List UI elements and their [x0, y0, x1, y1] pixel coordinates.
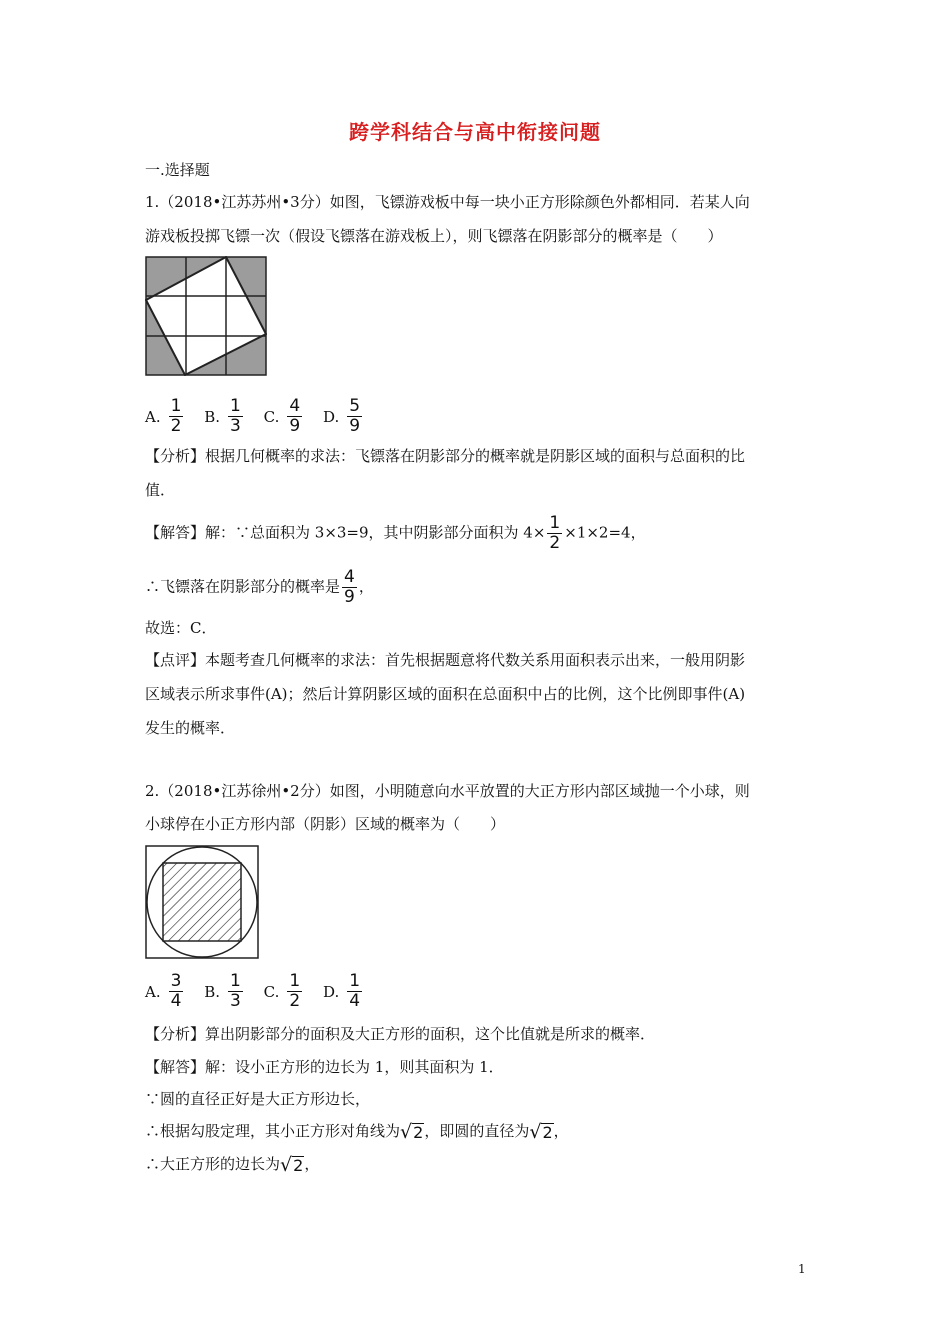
q2-stem-line-2: 小球停在小正方形内部（阴影）区域的概率为（ ）: [145, 815, 506, 833]
q1-therefore-fraction: $\frac{4}{9}$: [344, 567, 355, 607]
circle-square-figure: [145, 845, 259, 959]
dartboard-figure: [145, 256, 267, 376]
q1-stem-line-2: 游戏板投掷飞镖一次（假设飞镖落在游戏板上），则飞镖落在阴影部分的概率是（ ）: [145, 227, 723, 245]
q1-options: [145, 397, 378, 436]
q1-stem-line-1: 1.（2018•江苏苏州•3分）如图，飞镖游戏板中每一块小正方形除颜色外都相同．若某人向: [145, 193, 750, 211]
q2-option-a: A. $\frac{3}{4}$: [145, 971, 182, 1011]
q2-options: [145, 972, 378, 1011]
section-heading: 一.选择题: [145, 161, 210, 179]
q2-option-d: D. $\frac{1}{4}$: [322, 971, 361, 1011]
q2-option-b: B. $\frac{1}{3}$: [204, 971, 241, 1011]
q1-option-d: D. $\frac{5}{9}$: [322, 396, 361, 436]
page-title: 跨学科结合与高中衔接问题: [349, 120, 601, 144]
q2-big-square-side: ∴大正方形的边长为 √ 2 ，: [145, 1154, 320, 1176]
sqrt-two: √ 2: [529, 1121, 553, 1143]
q1-analysis-line-1: 【分析】根据几何概率的求法：飞镖落在阴影部分的概率就是阴影区域的面积与总面积的比: [145, 447, 746, 465]
q2-solution: 【解答】解：设小正方形的边长为 1，则其面积为 1．: [145, 1058, 504, 1076]
q1-option-a: A. $\frac{1}{2}$: [145, 396, 182, 436]
q1-option-b: B. $\frac{1}{3}$: [204, 396, 241, 436]
q1-choice: 故选：C．: [145, 619, 217, 637]
q1-option-c: C. $\frac{4}{9}$: [263, 396, 301, 436]
sqrt-two: √ 2: [400, 1121, 424, 1143]
q2-because: ∵圆的直径正好是大正方形边长，: [145, 1090, 371, 1108]
q1-comment-line-1: 【点评】本题考查几何概率的求法：首先根据题意将代数关系用面积表示出来，一般用阴影: [145, 651, 746, 669]
q2-option-c: C. $\frac{1}{2}$: [263, 971, 301, 1011]
q2-analysis: 【分析】算出阴影部分的面积及大正方形的面积，这个比值就是所求的概率．: [145, 1025, 656, 1043]
q2-stem-line-1: 2.（2018•江苏徐州•2分）如图，小明随意向水平放置的大正方形内部区域抛一个小球，则: [145, 782, 750, 800]
q1-solution-fraction: $\frac{1}{2}$: [549, 513, 561, 553]
q1-solution: 【解答】解：∵总面积为 3×3=9，其中阴影部分面积为 4× $\frac{1}{2}$ ×1×2=4，: [145, 513, 646, 553]
q1-therefore: ∴飞镖落在阴影部分的概率是 $\frac{4}{9}$ ，: [145, 567, 374, 607]
q1-comment-line-3: 发生的概率．: [145, 719, 236, 737]
q1-analysis-line-2: 值．: [145, 481, 176, 499]
q1-comment-line-2: 区域表示所求事件(A)；然后计算阴影区域的面积在总面积中占的比例，这个比例即事件(A): [145, 685, 746, 703]
small-shaded-square: [163, 863, 241, 941]
page-number: 1: [798, 1262, 806, 1276]
q2-pythagoras: ∴根据勾股定理，其小正方形对角线为 √ 2 ，即圆的直径为 √ 2 ，: [145, 1121, 569, 1143]
sqrt-two: √ 2: [280, 1154, 304, 1176]
